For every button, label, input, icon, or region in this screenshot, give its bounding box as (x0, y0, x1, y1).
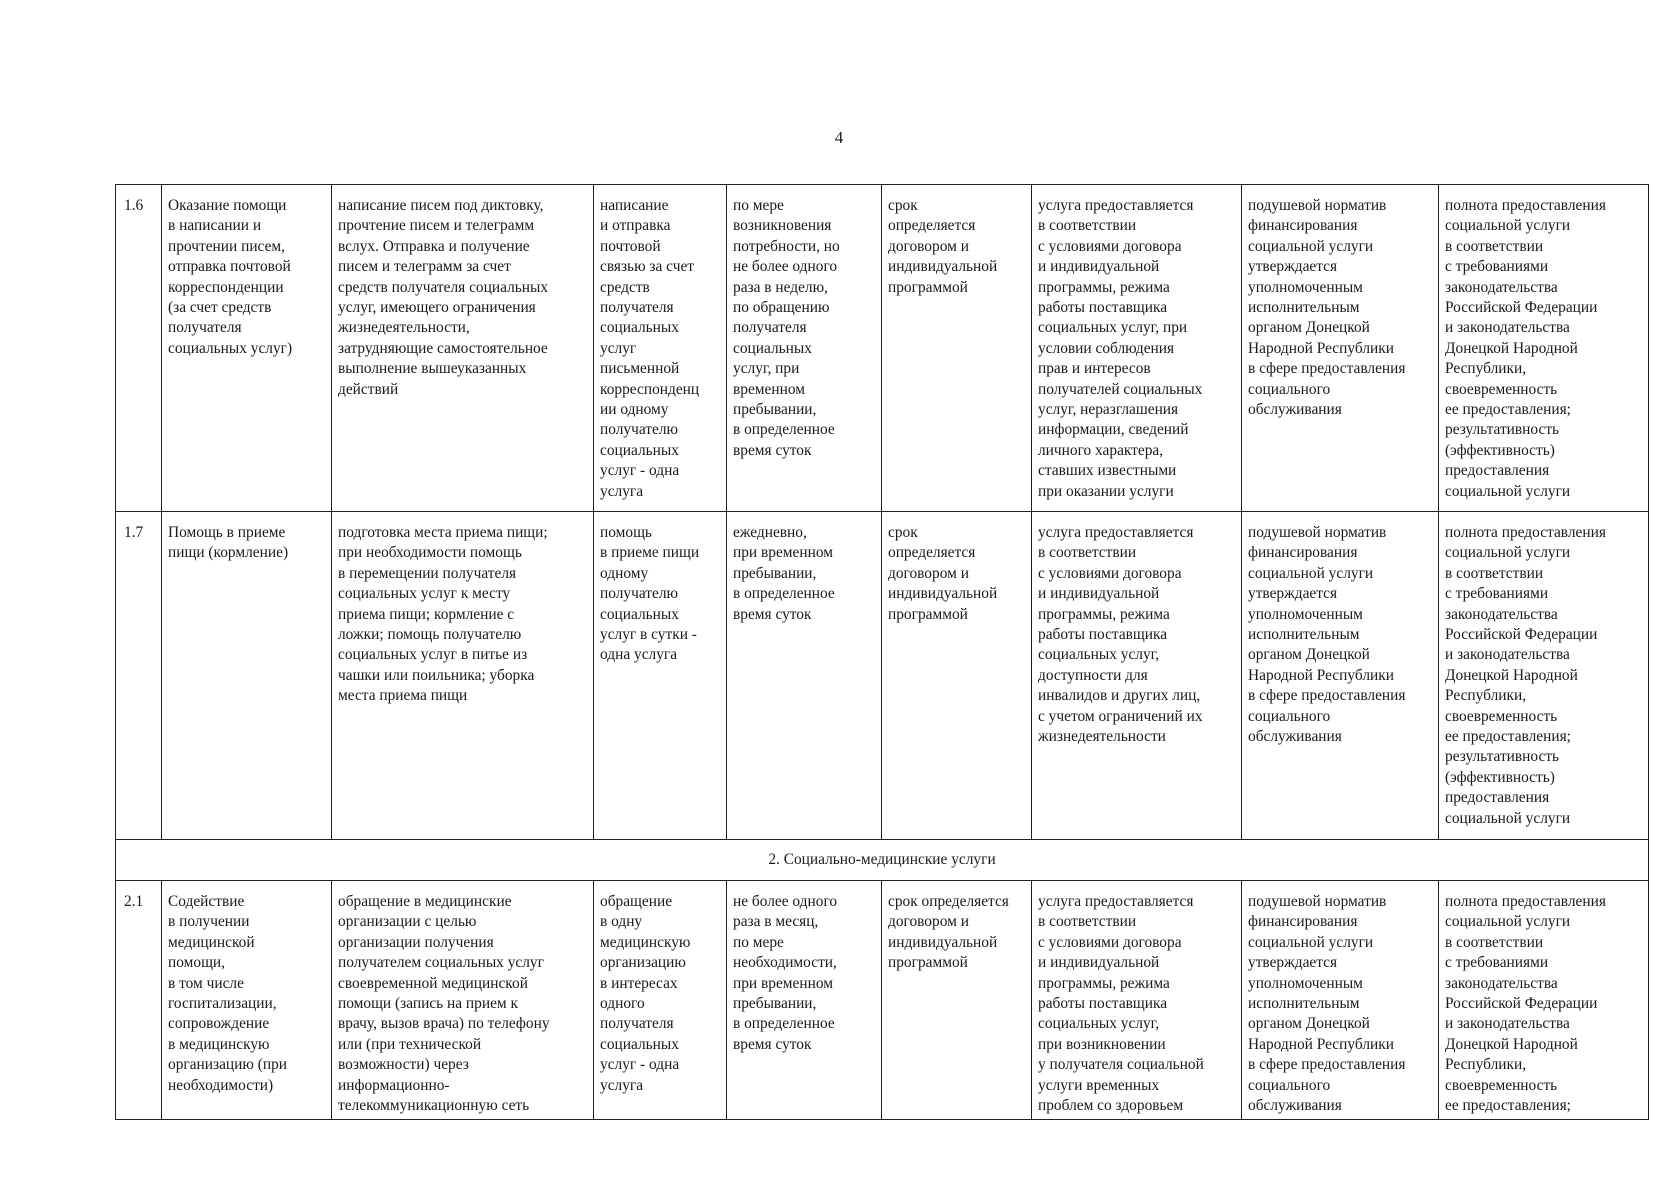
service-content: подготовка места приема пищи; при необходимости помощь в перемещении получателя социальных услуг к месту приема пищи; кормление с ложки; помощь получателю социальных услуг в питье из чашки или поильника; уборка места приема пищи (332, 512, 594, 840)
service-content: обращение в медицинские организации с целью организации получения получателем социальных услуг своевременной медицинской помощи (запись на прием к врачу, вызов врача) по телефону или (при технической возможности) через информационно- телекоммуникационную сеть (332, 881, 594, 1120)
service-name: Оказание помощи в написании и прочтении писем, отправка почтовой корреспонденции (за счет средств получателя социальных услуг) (162, 185, 332, 512)
service-conditions: услуга предоставляется в соответствии с условиями договора и индивидуальной программы, режима работы поставщика социальных услуг, при возникновении у получателя социальной услуги временных проблем со здоровьем (1032, 881, 1242, 1120)
service-term: срок определяется договором и индивидуальной программой (882, 512, 1032, 840)
row-number: 1.7 (116, 512, 162, 840)
row-number: 1.6 (116, 185, 162, 512)
service-name: Помощь в приеме пищи (кормление) (162, 512, 332, 840)
row-number: 2.1 (116, 881, 162, 1120)
service-frequency: по мере возникновения потребности, но не более одного раза в неделю, по обращению получателя социальных услуг, при временном пребывании, в определенное время суток (727, 185, 882, 512)
section-row (116, 840, 1649, 881)
service-frequency: не более одного раза в месяц, по мере необходимости, при временном пребывании, в определенное время суток (727, 881, 882, 1120)
service-name: Содействие в получении медицинской помощи, в том числе госпитализации, сопровождение в медицинскую организацию (при необходимости) (162, 881, 332, 1120)
social-services-table (115, 184, 1649, 1120)
service-quality: полнота предоставления социальной услуги в соответствии с требованиями законодательства Российской Федерации и законодательства Донецкой Народной Республики, своевременность ее предоставления; результативность (эффективность) предоставления социальной услуги (1439, 512, 1649, 840)
service-frequency: ежедневно, при временном пребывании, в определенное время суток (727, 512, 882, 840)
service-unit: написание и отправка почтовой связью за счет средств получателя социальных услуг письменной корреспонденц ии одному получателю социальных услуг - одна услуга (594, 185, 727, 512)
service-funding-norm: подушевой норматив финансирования социальной услуги утверждается уполномоченным исполнительным органом Донецкой Народной Республики в сфере предоставления социального обслуживания (1242, 512, 1439, 840)
service-unit: обращение в одну медицинскую организацию в интересах одного получателя социальных услуг - одна услуга (594, 881, 727, 1120)
service-term: срок определяется договором и индивидуальной программой (882, 185, 1032, 512)
service-conditions: услуга предоставляется в соответствии с условиями договора и индивидуальной программы, режима работы поставщика социальных услуг, при условии соблюдения прав и интересов получателей социальных услуг, неразглашения информации, сведений личного характера, ставших известными при оказании услуги (1032, 185, 1242, 512)
service-funding-norm: подушевой норматив финансирования социальной услуги утверждается уполномоченным исполнительным органом Донецкой Народной Республики в сфере предоставления социального обслуживания (1242, 185, 1439, 512)
service-quality: полнота предоставления социальной услуги в соответствии с требованиями законодательства Российской Федерации и законодательства Донецкой Народной Республики, своевременность ее предоставления; результативность (эффективность) предоставления социальной услуги (1439, 185, 1649, 512)
service-content: написание писем под диктовку, прочтение писем и телеграмм вслух. Отправка и получение писем и телеграмм за счет средств получателя социальных услуг, имеющего ограничения жизнедеятельности, затрудняющие самостоятельное выполнение вышеуказанных действий (332, 185, 594, 512)
service-quality: полнота предоставления социальной услуги в соответствии с требованиями законодательства Российской Федерации и законодательства Донецкой Народной Республики, своевременность ее предоставления; (1439, 881, 1649, 1120)
table-row (116, 512, 1649, 840)
service-funding-norm: подушевой норматив финансирования социальной услуги утверждается уполномоченным исполнительным органом Донецкой Народной Республики в сфере предоставления социального обслуживания (1242, 881, 1439, 1120)
table-row (116, 881, 1649, 1120)
service-conditions: услуга предоставляется в соответствии с условиями договора и индивидуальной программы, режима работы поставщика социальных услуг, доступности для инвалидов и других лиц, с учетом ограничений их жизнедеятельности (1032, 512, 1242, 840)
page-number: 4 (834, 128, 844, 147)
service-term: срок определяется договором и индивидуальной программой (882, 881, 1032, 1120)
service-unit: помощь в приеме пищи одному получателю социальных услуг в сутки - одна услуга (594, 512, 727, 840)
table-row (116, 185, 1649, 512)
section-title: 2. Социально-медицинские услуги (116, 840, 1649, 881)
